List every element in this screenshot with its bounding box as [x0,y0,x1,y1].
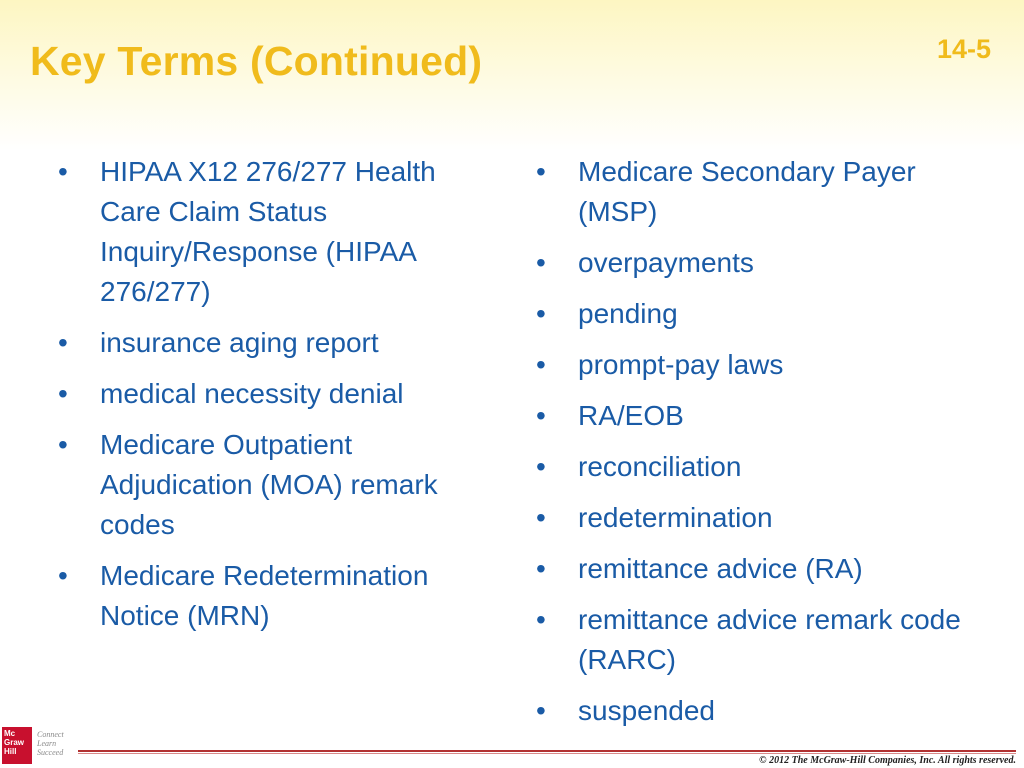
list-item [536,549,996,589]
list-item [58,152,498,312]
list-item [536,447,996,487]
term-text: RA/EOB [578,400,684,431]
term-text: suspended [578,695,716,726]
list-item [58,556,498,636]
list-item [536,152,996,232]
logo-text: Mc [4,729,16,738]
bullet-icon: • [536,695,546,726]
right-column [536,152,996,742]
bullet-icon: • [58,327,68,358]
list-item [58,374,498,414]
footer-divider-thin [78,753,1016,754]
bullet-icon: • [536,604,546,635]
bullet-icon: • [58,560,68,591]
bullet-icon: • [536,553,546,584]
copyright-notice: © 2012 The McGraw-Hill Companies, Inc. All rights reserved. [759,755,1016,766]
list-item [536,396,996,436]
footer-divider [78,750,1016,752]
bullet-icon: • [58,378,68,409]
bullet-icon: • [536,298,546,329]
bullet-icon: • [58,429,68,460]
list-item [536,294,996,334]
left-term-list [58,152,498,636]
logo-text: Hill [4,747,17,756]
left-column [58,152,498,647]
term-text: pending [578,298,678,329]
bullet-icon: • [536,156,546,187]
term-text: Medicare Redetermination Notice (MRN) [100,560,429,631]
bullet-icon: • [536,502,546,533]
list-item [536,243,996,283]
list-item [58,425,498,545]
term-text: redetermination [578,502,773,533]
slide-number: 14-5 [936,34,991,64]
term-text: remittance advice (RA) [578,553,863,584]
term-text: prompt-pay laws [578,349,784,380]
term-text: reconciliation [578,451,742,482]
mcgraw-hill-logo [2,727,32,764]
term-text: HIPAA X12 276/277 Health Care Claim Status Inquiry/Response (HIPAA 276/277) [100,156,436,307]
list-item [536,600,996,680]
tagline-word: Learn [37,739,57,748]
term-text: Medicare Secondary Payer (MSP) [578,156,916,227]
term-text: remittance advice remark code (RARC) [578,604,961,675]
list-item [58,323,498,363]
list-item [536,691,996,731]
list-item [536,345,996,385]
bullet-icon: • [536,247,546,278]
bullet-icon: • [536,400,546,431]
term-text: medical necessity denial [100,378,404,409]
logo-text: Graw [4,738,25,747]
term-text: insurance aging report [100,327,379,358]
slide-title: Key Terms (Continued) [30,38,483,84]
tagline-word: Succeed [37,748,64,757]
term-text: Medicare Outpatient Adjudication (MOA) remark codes [100,429,438,540]
logo-tagline [37,730,77,757]
bullet-icon: • [536,349,546,380]
right-term-list [536,152,996,731]
term-text: overpayments [578,247,754,278]
tagline-word: Connect [37,730,64,739]
list-item [536,498,996,538]
bullet-icon: • [536,451,546,482]
bullet-icon: • [58,156,68,187]
